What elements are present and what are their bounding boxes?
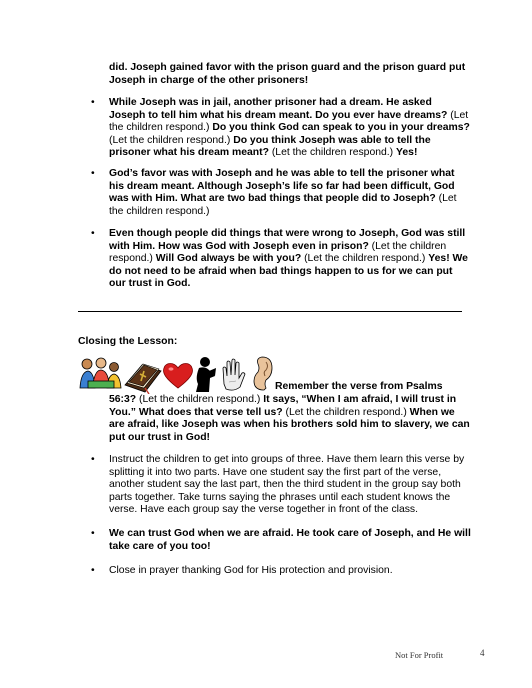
bullet-text <box>109 97 470 158</box>
praying-child-icon <box>196 357 216 392</box>
bullet-dot: • <box>91 97 95 108</box>
bullet-trust-god <box>91 528 471 553</box>
verse-intro: Remember the verse from Psalms <box>275 381 443 392</box>
verse-paragraph <box>109 394 471 444</box>
plain-text-run: (Let the children respond.) <box>109 109 469 133</box>
plain-text-run: Close in prayer thanking God for His protection and provision. <box>109 565 393 576</box>
children-group-icon <box>80 358 121 388</box>
plain-text-run: (Let the children respond.) <box>109 134 234 146</box>
bullet-text <box>109 168 457 217</box>
bold-text-run: When we are afraid, like Joseph was when his brothers sold him to slavery, we can put our trust in God! <box>109 406 470 443</box>
closing-heading: Closing the Lesson: <box>78 336 178 347</box>
bold-text-run: 56:3? <box>109 394 137 405</box>
bullet-text <box>109 454 464 515</box>
bullet-gods-favor <box>91 168 471 218</box>
bullet-dot: • <box>91 565 95 576</box>
bullet-text <box>109 565 393 576</box>
plain-text-run: (Let the children respond.) <box>136 394 264 405</box>
bold-text-run: We can trust God when we are afraid. He took care of Joseph, and He will take care of you too! <box>109 528 471 552</box>
plain-text-run: (Let the children respond.) <box>109 240 447 264</box>
plain-text-run: (Let the children respond.) <box>301 253 429 264</box>
footer-text: Not For Profit <box>395 650 444 660</box>
bullet-text <box>109 228 468 289</box>
bullet-jail-dream <box>91 97 471 160</box>
bullet-dot: • <box>91 228 95 239</box>
bold-text-run: Even though people did things that were wrong to Joseph, God was still with Him. How was God with Joseph even in prison? <box>109 228 466 252</box>
bold-text-run: Yes! We do not need to be afraid when bad things happen to us for we can put our trust in God. <box>109 253 468 289</box>
bold-text-run: Yes! <box>396 147 418 158</box>
bible-icon <box>125 364 161 394</box>
bold-text-run: Do you think Joseph was able to tell the prisoner what his dream meant? <box>109 134 431 158</box>
bullet-group-instructions <box>91 454 471 517</box>
plain-text-run: Instruct the children to get into groups of three. Have them learn this verse by splitting it into two parts. Have one student say the first part of the verse, another student say the last part, then the third student in the group say both parts together. Take turns saying the phrases until each student knows the verse. Have each group say the verse together in front of the class. <box>109 454 465 515</box>
lesson-icons <box>78 354 274 394</box>
bullet-god-with-him <box>91 228 471 291</box>
bold-text-run: Will God always be with you? <box>155 253 302 264</box>
bullet-dot: • <box>91 528 95 539</box>
bold-text-run: It says, “When I am afraid, I will trust in You.” What does that verse tell us? <box>109 394 457 418</box>
plain-text-run: (Let the children respond.) <box>109 193 457 217</box>
verse-text <box>109 394 470 443</box>
bold-text-run: While Joseph was in jail, another prisoner had a dream. He asked Joseph to tell him what his dream meant. Do you ever have dreams? <box>109 97 448 121</box>
bullet-dot: • <box>91 454 95 465</box>
ear-icon <box>254 357 272 390</box>
bold-text-run: Do you think God can speak to you in your dreams? <box>212 122 470 133</box>
continuation-paragraph: did. Joseph gained favor with the prison guard and the prison guard put Joseph in charge of the other prisoners! <box>109 62 466 86</box>
plain-text-run: (Let the children respond.) <box>282 406 410 418</box>
section-divider <box>78 311 462 312</box>
plain-text-run: (Let the children respond.) <box>268 147 397 158</box>
bold-text-run: God’s favor was with Joseph and he was able to tell the prisoner what his dream meant. Although Joseph’s life so far had been difficult, God was with Him. What are two bad things that people did to Joseph? <box>109 168 455 204</box>
heart-icon <box>164 364 193 389</box>
bullet-close-prayer <box>91 565 471 578</box>
bullet-dot: • <box>91 168 95 179</box>
page-number: 4 <box>480 648 485 658</box>
hand-icon <box>223 359 245 390</box>
bullet-text <box>109 528 471 552</box>
